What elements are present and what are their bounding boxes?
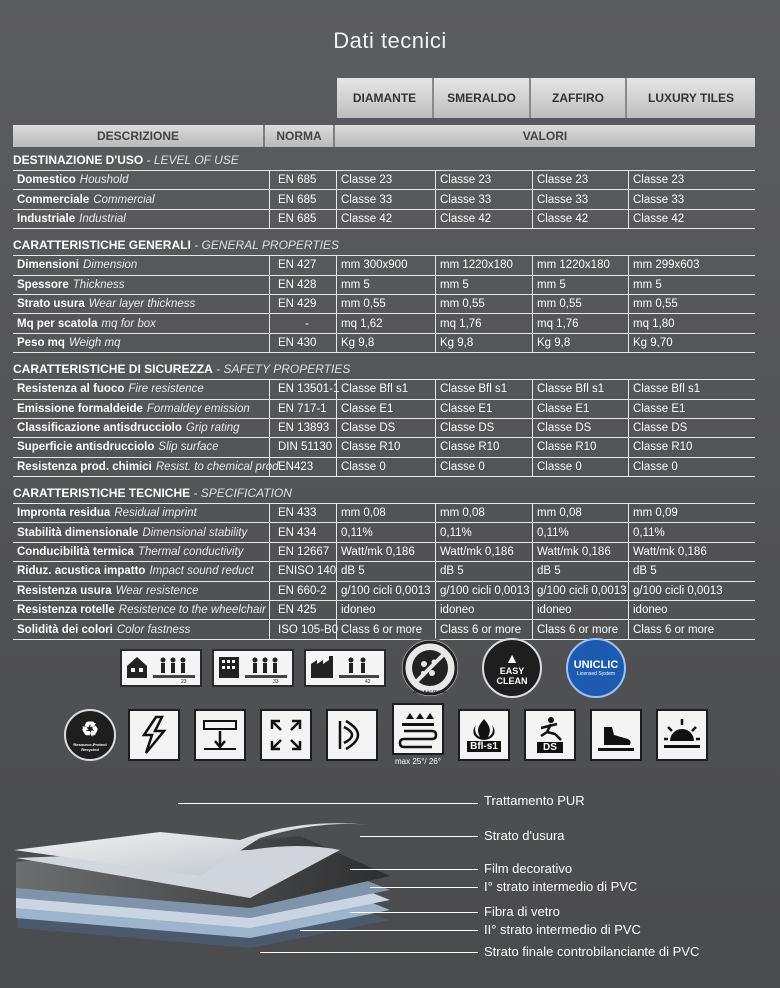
easy-clean-icon: ▲ EASY CLEAN bbox=[482, 638, 542, 698]
layer-label-pvc2: II° strato intermedio di PVC bbox=[484, 922, 641, 937]
office-use-icon bbox=[212, 649, 294, 687]
row-label-en: Color fastness bbox=[116, 623, 191, 636]
row-value: Classe 23 bbox=[435, 171, 532, 189]
row-value: Classe Bfl s1 bbox=[435, 380, 532, 398]
row-label-it: Resistenza prod. chimici bbox=[17, 460, 152, 473]
row-label-it: Resistenza al fuoco bbox=[17, 383, 125, 396]
row-norm: EN 685 bbox=[269, 190, 336, 208]
row-label-it: Domestico bbox=[17, 174, 76, 187]
row-value: Classe E1 bbox=[336, 400, 435, 418]
row-value: dB 5 bbox=[532, 562, 628, 580]
row-label-it: Industriale bbox=[17, 212, 76, 225]
section-title bbox=[13, 359, 755, 380]
row-value: 0,11% bbox=[336, 523, 435, 541]
row-label-en: Resistence to the wheelchair bbox=[118, 604, 266, 617]
row-norm: EN 429 bbox=[269, 295, 336, 313]
row-value: Watt/mk 0,186 bbox=[532, 543, 628, 561]
row-value: 0,11% bbox=[628, 523, 755, 541]
row-value: Classe 0 bbox=[628, 458, 755, 476]
row-label-it: Stabilità dimensionale bbox=[17, 526, 139, 539]
row-value: Classe E1 bbox=[628, 400, 755, 418]
row-value: Classe 42 bbox=[435, 210, 532, 228]
row-value: Classe Bfl s1 bbox=[532, 380, 628, 398]
layer-label-fiberglass: Fibra di vetro bbox=[484, 904, 560, 919]
table-row bbox=[13, 256, 755, 275]
row-label-en: mq for box bbox=[101, 317, 156, 330]
row-label-en: Fire resistence bbox=[128, 383, 204, 396]
floor-heating-label: max 25°/ 26° bbox=[395, 757, 441, 766]
row-norm: EN 13893 bbox=[269, 419, 336, 437]
floor-heating-group bbox=[392, 703, 444, 766]
use-class-label: 33 bbox=[273, 679, 279, 685]
uniclic-logo: UNICLIC Licensed System bbox=[566, 638, 626, 698]
recycle-icon: ♻ Resource-Protect Recycled bbox=[64, 709, 116, 761]
use-class-label: 23 bbox=[181, 679, 187, 685]
row-label-it: Commerciale bbox=[17, 193, 90, 206]
row-value: Watt/mk 0,186 bbox=[435, 543, 532, 561]
table-row bbox=[13, 543, 755, 562]
row-value: Class 6 or more bbox=[532, 620, 628, 638]
row-label-en: Thickness bbox=[72, 278, 125, 291]
section-title-it: CARATTERISTICHE GENERALI bbox=[13, 238, 191, 253]
layer-label-pur: Trattamento PUR bbox=[484, 793, 585, 808]
product-header bbox=[337, 78, 755, 118]
row-value: Classe 42 bbox=[336, 210, 435, 228]
row-value: mm 5 bbox=[532, 276, 628, 294]
header-norma: NORMA bbox=[265, 125, 335, 147]
row-value: Classe Bfl s1 bbox=[336, 380, 435, 398]
row-description bbox=[13, 582, 269, 600]
row-label-en: Formaldey emission bbox=[146, 402, 250, 415]
leader-line bbox=[300, 930, 478, 931]
section-title-it: DESTINAZIONE D'USO bbox=[13, 153, 144, 167]
row-norm: EN 433 bbox=[269, 504, 336, 522]
layer-label-wear: Strato d'usura bbox=[484, 828, 565, 843]
table-row bbox=[13, 400, 755, 419]
row-value: Classe R10 bbox=[628, 438, 755, 456]
row-norm: EN 430 bbox=[269, 334, 336, 352]
row-value: Classe DS bbox=[628, 419, 755, 437]
indentation-icon bbox=[194, 709, 246, 761]
row-value: Classe R10 bbox=[435, 438, 532, 456]
row-description bbox=[13, 419, 269, 437]
row-value: Classe DS bbox=[435, 419, 532, 437]
row-value: dB 5 bbox=[336, 562, 435, 580]
row-value: Classe 42 bbox=[628, 210, 755, 228]
table-row bbox=[13, 380, 755, 399]
leader-line bbox=[350, 869, 478, 870]
table-row bbox=[13, 171, 755, 190]
layer-diagram bbox=[0, 780, 480, 980]
row-norm: EN423 bbox=[269, 458, 336, 476]
table-row bbox=[13, 295, 755, 314]
row-value: mm 0,08 bbox=[336, 504, 435, 522]
row-value: Watt/mk 0,186 bbox=[628, 543, 755, 561]
header-valori: VALORI bbox=[335, 125, 755, 147]
row-value: Classe DS bbox=[336, 419, 435, 437]
row-label-it: Impronta residua bbox=[17, 507, 111, 520]
row-value: Kg 9,8 bbox=[435, 334, 532, 352]
row-label-it: Resistenza usura bbox=[17, 584, 112, 597]
anti-bacterial-icon bbox=[400, 638, 460, 698]
row-description bbox=[13, 210, 269, 228]
icons-top-row bbox=[120, 638, 626, 698]
row-norm: EN 12667 bbox=[269, 543, 336, 561]
row-value: Classe DS bbox=[532, 419, 628, 437]
section-title-en: - GENERAL PROPERTIES bbox=[190, 238, 340, 253]
row-value: Kg 9,8 bbox=[532, 334, 628, 352]
table-row bbox=[13, 190, 755, 209]
floor-heating-icon bbox=[392, 703, 444, 755]
slip-resistance-icon: DS bbox=[524, 709, 576, 761]
row-value: mq 1,80 bbox=[628, 314, 755, 332]
leader-line bbox=[370, 887, 478, 888]
row-label-it: Dimensioni bbox=[17, 259, 79, 272]
row-norm: EN 13501-1 bbox=[269, 380, 336, 398]
dimensional-stability-icon bbox=[260, 709, 312, 761]
table-row bbox=[13, 504, 755, 523]
row-label-en: Thermal conductivity bbox=[137, 546, 244, 559]
row-value: g/100 cicli 0,0013 bbox=[336, 582, 435, 600]
row-value: Classe 33 bbox=[336, 190, 435, 208]
row-value: Kg 9,70 bbox=[628, 334, 755, 352]
row-value: Classe 0 bbox=[532, 458, 628, 476]
row-value: idoneo bbox=[628, 601, 755, 619]
row-value: Kg 9,8 bbox=[336, 334, 435, 352]
row-label-it: Superficie antisdrucciolo bbox=[17, 441, 155, 454]
row-description bbox=[13, 400, 269, 418]
row-description bbox=[13, 438, 269, 456]
row-norm: EN 660-2 bbox=[269, 582, 336, 600]
product-zaffiro: ZAFFIRO bbox=[531, 78, 627, 118]
spec-table bbox=[13, 150, 755, 640]
row-description bbox=[13, 334, 269, 352]
row-value: Classe 23 bbox=[336, 171, 435, 189]
leader-line bbox=[260, 952, 478, 953]
light-fastness-icon bbox=[656, 709, 708, 761]
row-value: dB 5 bbox=[628, 562, 755, 580]
row-label-it: Resistenza rotelle bbox=[17, 604, 115, 617]
row-value: idoneo bbox=[435, 601, 532, 619]
row-description bbox=[13, 380, 269, 398]
row-label-it: Conducibilità termica bbox=[17, 546, 134, 559]
row-value: mm 0,55 bbox=[532, 295, 628, 313]
row-label-it: Emissione formaldeide bbox=[17, 402, 143, 415]
section-title-it: CARATTERISTICHE DI SICUREZZA bbox=[13, 362, 213, 377]
layer-label-pvc-bottom: Strato finale controbilanciante di PVC bbox=[484, 944, 700, 959]
product-diamante: DIAMANTE bbox=[337, 78, 434, 118]
row-value: Classe 23 bbox=[628, 171, 755, 189]
page-title: Dati tecnici bbox=[333, 28, 447, 53]
row-value: Class 6 or more bbox=[336, 620, 435, 638]
row-norm: - bbox=[269, 314, 336, 332]
leader-line bbox=[178, 803, 478, 804]
row-description bbox=[13, 295, 269, 313]
table-row bbox=[13, 419, 755, 438]
row-description bbox=[13, 543, 269, 561]
row-norm: EN 425 bbox=[269, 601, 336, 619]
row-value: mm 0,55 bbox=[628, 295, 755, 313]
row-label-en: Houshold bbox=[79, 174, 129, 187]
static-electricity-icon bbox=[128, 709, 180, 761]
row-label-it: Strato usura bbox=[17, 298, 85, 311]
use-class-label: 42 bbox=[365, 679, 371, 685]
row-norm: ENISO 140 bbox=[269, 562, 336, 580]
row-label-en: Resist. to chemical prod. bbox=[155, 460, 282, 473]
row-value: mm 0,55 bbox=[435, 295, 532, 313]
row-description bbox=[13, 620, 269, 638]
table-row bbox=[13, 458, 755, 477]
layer-label-decor: Film decorativo bbox=[484, 861, 573, 876]
row-description bbox=[13, 601, 269, 619]
row-value: Classe Bfl s1 bbox=[628, 380, 755, 398]
row-description bbox=[13, 504, 269, 522]
row-value: Classe 0 bbox=[336, 458, 435, 476]
table-row bbox=[13, 582, 755, 601]
row-description bbox=[13, 458, 282, 476]
table-row bbox=[13, 438, 755, 457]
row-value: Class 6 or more bbox=[435, 620, 532, 638]
row-description bbox=[13, 562, 269, 580]
icons-bottom-row bbox=[64, 703, 708, 766]
row-value: Classe 23 bbox=[532, 171, 628, 189]
row-value: Classe 42 bbox=[532, 210, 628, 228]
row-label-en: Impact sound reduct bbox=[149, 565, 254, 578]
row-value: Watt/mk 0,186 bbox=[336, 543, 435, 561]
row-value: mm 5 bbox=[628, 276, 755, 294]
section-title-en: - LEVEL OF USE bbox=[143, 153, 239, 167]
row-label-en: Weigh mq bbox=[68, 336, 121, 349]
layer-label-pvc1: I° strato intermedio di PVC bbox=[484, 879, 638, 894]
table-row bbox=[13, 334, 755, 353]
row-value: dB 5 bbox=[435, 562, 532, 580]
row-norm: EN 717-1 bbox=[269, 400, 336, 418]
row-value: g/100 cicli 0,0013 bbox=[628, 582, 755, 600]
row-value: idoneo bbox=[336, 601, 435, 619]
row-value: mm 1220x180 bbox=[532, 256, 628, 274]
row-value: mq 1,62 bbox=[336, 314, 435, 332]
row-norm: DIN 51130 bbox=[269, 438, 336, 456]
row-value: Classe 33 bbox=[628, 190, 755, 208]
row-norm: EN 427 bbox=[269, 256, 336, 274]
row-norm: EN 685 bbox=[269, 210, 336, 228]
row-value: mm 0,08 bbox=[435, 504, 532, 522]
row-value: mm 1220x180 bbox=[435, 256, 532, 274]
section-title-en: - SPECIFICATION bbox=[190, 486, 292, 501]
row-value: Classe 33 bbox=[435, 190, 532, 208]
row-label-en: Slip surface bbox=[158, 441, 219, 454]
row-description bbox=[13, 523, 269, 541]
row-value: mq 1,76 bbox=[435, 314, 532, 332]
row-value: idoneo bbox=[532, 601, 628, 619]
row-value: Class 6 or more bbox=[628, 620, 755, 638]
row-norm: EN 428 bbox=[269, 276, 336, 294]
row-norm: EN 434 bbox=[269, 523, 336, 541]
table-row bbox=[13, 601, 755, 620]
table-row bbox=[13, 620, 755, 639]
row-description bbox=[13, 256, 269, 274]
row-value: Classe R10 bbox=[336, 438, 435, 456]
row-label-it: Classificazione antisdrucciolo bbox=[17, 422, 182, 435]
row-label-en: Dimension bbox=[82, 259, 138, 272]
row-label-en: Wear layer thickness bbox=[88, 298, 196, 311]
house-use-icon bbox=[120, 649, 202, 687]
row-value: mm 5 bbox=[336, 276, 435, 294]
product-luxury-tiles: LUXURY TILES bbox=[627, 78, 755, 118]
table-row bbox=[13, 314, 755, 333]
acoustic-icon bbox=[326, 709, 378, 761]
row-value: 0,11% bbox=[532, 523, 628, 541]
row-value: mm 0,08 bbox=[532, 504, 628, 522]
row-value: Classe E1 bbox=[435, 400, 532, 418]
row-description bbox=[13, 171, 269, 189]
row-label-en: Residual imprint bbox=[114, 507, 197, 520]
row-label-en: Commercial bbox=[93, 193, 155, 206]
row-value: g/100 cicli 0,0013 bbox=[435, 582, 532, 600]
section-title bbox=[13, 235, 755, 256]
product-smeraldo: SMERALDO bbox=[434, 78, 531, 118]
row-value: mm 5 bbox=[435, 276, 532, 294]
row-label-en: Dimensional stability bbox=[142, 526, 248, 539]
row-value: Classe 33 bbox=[532, 190, 628, 208]
row-value: mm 0,55 bbox=[336, 295, 435, 313]
row-label-en: Industrial bbox=[79, 212, 126, 225]
wear-resistance-icon bbox=[590, 709, 642, 761]
row-value: mm 0,09 bbox=[628, 504, 755, 522]
section-title-en: - SAFETY PROPERTIES bbox=[212, 362, 351, 377]
row-label-en: Grip rating bbox=[185, 422, 240, 435]
row-value: mq 1,76 bbox=[532, 314, 628, 332]
row-value: mm 299x603 bbox=[628, 256, 755, 274]
row-description bbox=[13, 276, 269, 294]
row-description bbox=[13, 190, 269, 208]
row-label-it: Mq per scatola bbox=[17, 317, 98, 330]
table-row bbox=[13, 210, 755, 229]
row-norm: ISO 105-B0 bbox=[269, 620, 336, 638]
leader-line bbox=[350, 912, 478, 913]
table-row bbox=[13, 562, 755, 581]
row-label-it: Solidità dei colori bbox=[17, 623, 113, 636]
row-label-it: Peso mq bbox=[17, 336, 65, 349]
row-value: Classe R10 bbox=[532, 438, 628, 456]
section-title bbox=[13, 483, 755, 504]
fire-class-icon: Bfl-s1 bbox=[458, 709, 510, 761]
section-title-it: CARATTERISTICHE TECNICHE bbox=[13, 486, 191, 501]
anti-bacterial-label: ANTI-BACTERIAL bbox=[413, 689, 447, 694]
row-description bbox=[13, 314, 269, 332]
row-value: Classe 0 bbox=[435, 458, 532, 476]
row-value: mm 300x900 bbox=[336, 256, 435, 274]
row-label-it: Riduz. acustica impatto bbox=[17, 565, 146, 578]
header-descrizione: DESCRIZIONE bbox=[13, 125, 265, 147]
table-row bbox=[13, 276, 755, 295]
row-label-en: Wear resistence bbox=[115, 584, 199, 597]
row-norm: EN 685 bbox=[269, 171, 336, 189]
table-row bbox=[13, 523, 755, 542]
row-value: 0,11% bbox=[435, 523, 532, 541]
column-header bbox=[13, 125, 755, 147]
row-value: Classe E1 bbox=[532, 400, 628, 418]
industrial-use-icon bbox=[304, 649, 386, 687]
leader-line bbox=[360, 836, 478, 837]
row-label-it: Spessore bbox=[17, 278, 69, 291]
section-title bbox=[13, 150, 755, 171]
row-value: g/100 cicli 0,0013 bbox=[532, 582, 628, 600]
